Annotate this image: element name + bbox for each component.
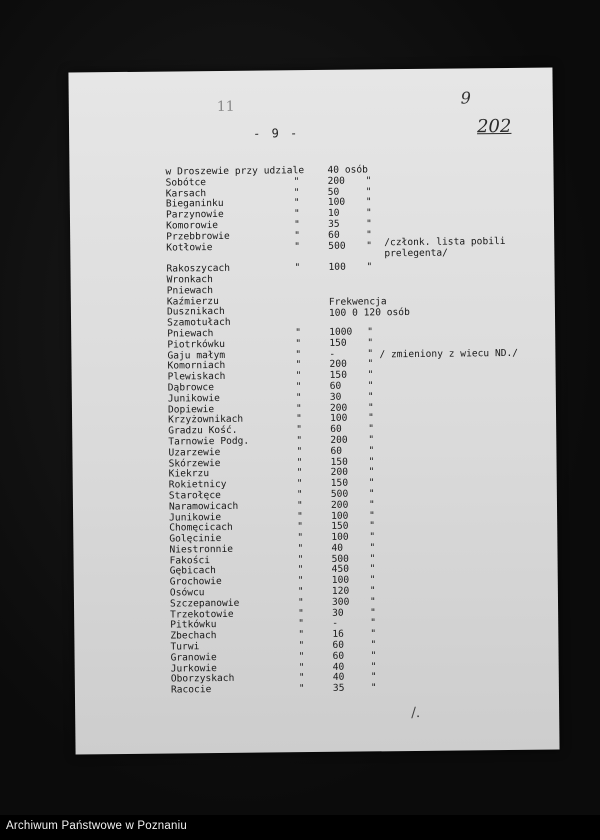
ditto-mark: " — [295, 348, 302, 360]
ditto-mark-2: " — [366, 229, 372, 241]
ditto-mark-2: " — [370, 650, 377, 662]
place-name: Plewiskach — [167, 371, 226, 383]
attendance-value: 500 — [330, 488, 349, 500]
attendance-value: 40 — [332, 661, 345, 673]
place-name: Komorniach — [167, 360, 226, 372]
attendance-value: 450 — [331, 564, 350, 576]
note-zmieniony: / zmieniony z wiecu ND./ — [379, 347, 519, 361]
attendance-value: 150 — [329, 337, 347, 349]
ditto-mark: " — [298, 650, 305, 663]
place-name: Przebbrowie — [166, 230, 230, 243]
ditto-mark: " — [293, 208, 300, 220]
ditto-mark: " — [296, 424, 303, 436]
attendance-value: 100 — [330, 412, 348, 425]
place-name: Piotrkówku — [167, 338, 226, 351]
ditto-mark-2: " — [365, 175, 372, 187]
place-name: Gębicach — [169, 565, 216, 578]
ditto-mark-2: " — [370, 607, 376, 619]
place-name: Karsach — [165, 187, 207, 200]
ditto-mark-2: " — [369, 520, 376, 532]
place-name: Kotłowie — [166, 241, 213, 254]
margin-mark: 11 — [216, 98, 235, 116]
ditto-mark: " — [294, 229, 300, 241]
place-name: Jurkowie — [170, 662, 217, 675]
attendance-value: 200 — [330, 499, 349, 511]
ditto-mark-2: " — [365, 207, 372, 219]
place-name: Naramowicach — [168, 500, 239, 513]
place-name: Zbechach — [170, 630, 217, 642]
ditto-mark: " — [297, 510, 303, 522]
ditto-mark: " — [298, 618, 305, 630]
ditto-mark-2: " — [370, 671, 377, 683]
attendance-value: 150 — [330, 477, 349, 489]
attendance-value: 200 — [329, 402, 348, 414]
ditto-mark-2: " — [367, 347, 374, 359]
ditto-mark-2: " — [367, 337, 374, 349]
ditto-mark: " — [294, 240, 301, 252]
ditto-mark-2: " — [368, 434, 375, 446]
ditto-mark: " — [297, 521, 304, 533]
frekwencja-block — [329, 297, 410, 319]
attendance-value: 60 — [332, 639, 345, 651]
ditto-mark-2: " — [368, 466, 375, 478]
ditto-mark: " — [295, 370, 302, 382]
ditto-mark-2: " — [369, 531, 376, 543]
attendance-value: 100 — [331, 531, 349, 543]
ditto-mark-2: " — [365, 196, 372, 208]
attendance-value: 40 — [332, 672, 345, 684]
attendance-value: 150 — [331, 520, 349, 533]
ditto-mark: " — [296, 489, 303, 501]
ditto-mark: " — [295, 327, 302, 339]
ditto-mark-2: " — [368, 499, 375, 511]
place-name: Wronkach — [166, 274, 213, 286]
place-name: Pniewach — [166, 284, 214, 297]
ditto-mark: " — [295, 391, 302, 403]
place-name: Parzynowie — [165, 209, 224, 221]
frekwencja-label: Frekwencja — [328, 296, 387, 308]
place-name: Sobótce — [165, 176, 207, 189]
archive-footer — [0, 815, 600, 840]
place-name: Dusznikach — [166, 306, 225, 318]
place-name: Junikowie — [169, 511, 222, 524]
note-czlonkowie-text: /członk. lista pobili prelegenta/ — [384, 235, 506, 260]
ditto-mark-2: " — [367, 358, 374, 370]
ditto-mark: " — [293, 197, 300, 209]
ditto-mark: " — [293, 186, 300, 198]
place-name: Golęcinie — [169, 533, 222, 545]
ditto-mark-2: " — [367, 401, 374, 413]
ditto-mark: " — [295, 381, 302, 393]
ditto-mark-2: " — [368, 488, 375, 500]
place-name: Grochowie — [169, 576, 222, 588]
ditto-mark-2: " — [369, 553, 376, 565]
place-name: Gradzu Kość. — [168, 424, 238, 437]
ditto-mark: " — [293, 175, 300, 187]
frekwencja-value: 100 0 120 osób — [328, 306, 410, 319]
ditto-mark-2: " — [368, 412, 374, 424]
place-name: Trzekotowie — [170, 608, 234, 621]
attendance-value: 200 — [330, 466, 349, 479]
ditto-mark-2: " — [367, 369, 374, 381]
note-czlonkowie — [384, 236, 506, 259]
attendance-value: 60 — [329, 380, 342, 392]
ditto-mark-2: " — [369, 509, 375, 521]
attendance-value: 120 — [331, 585, 350, 597]
attendance-value: 60 — [332, 650, 345, 662]
ditto-mark-2: " — [368, 477, 375, 489]
ditto-mark: " — [296, 413, 302, 425]
ditto-mark-2: " — [369, 542, 376, 554]
attendance-value: 200 — [329, 358, 347, 371]
ditto-mark-2: " — [370, 682, 377, 694]
attendance-value: 60 — [328, 229, 340, 241]
attendance-value: 150 — [329, 369, 348, 381]
place-name: Pniewach — [167, 328, 214, 340]
place-name: Fakości — [169, 554, 211, 567]
attendance-value: 100 — [327, 197, 346, 209]
ditto-mark: " — [295, 402, 302, 414]
place-name: Kiekrzu — [168, 468, 210, 480]
ditto-mark-2: " — [370, 628, 377, 640]
ditto-mark-2: " — [368, 423, 375, 435]
ditto-mark: " — [297, 596, 304, 609]
ditto-mark-2: " — [369, 563, 376, 575]
attendance-value: 30 — [332, 607, 344, 619]
place-name: Bieganinku — [165, 198, 224, 210]
ditto-mark: " — [298, 683, 305, 695]
attendance-value: 35 — [327, 218, 340, 230]
ditto-mark: " — [297, 564, 304, 576]
place-name: Krzyżownikach — [168, 414, 244, 426]
ditto-mark-2: " — [366, 239, 373, 252]
attendance-value: 100 — [331, 574, 350, 587]
place-name: Dopiewie — [167, 403, 215, 416]
place-name: Rakoszycach — [166, 263, 231, 275]
pencil-mark: /. — [411, 704, 421, 721]
ditto-mark-2: " — [369, 596, 376, 608]
attendance-value: 1000 — [329, 326, 353, 338]
ditto-mark: " — [297, 543, 304, 555]
ditto-mark-2: " — [370, 639, 377, 651]
ditto-mark: " — [297, 575, 304, 587]
place-name: Gaju małym — [167, 349, 226, 362]
ditto-mark: " — [298, 661, 305, 673]
ditto-mark-2: " — [369, 585, 376, 597]
ditto-mark: " — [298, 629, 305, 641]
ditto-mark-2: " — [366, 261, 373, 273]
ditto-mark-2: " — [367, 391, 374, 403]
place-name: Oborzyskach — [170, 673, 235, 685]
ditto-mark: " — [297, 553, 304, 565]
place-name: Komorowie — [165, 219, 219, 232]
place-name: Rokietnicy — [168, 479, 227, 491]
attendance-value: 50 — [327, 186, 340, 198]
attendance-value: 300 — [331, 596, 350, 608]
attendance-value: 200 — [330, 434, 348, 446]
place-name: Turwi — [170, 641, 200, 653]
attendance-value: 40 osób — [327, 164, 368, 176]
ditto-mark: " — [296, 467, 303, 479]
place-name: Starołęce — [168, 489, 221, 502]
place-name: w Droszewie przy udziale — [165, 165, 305, 178]
attendance-value: - — [332, 618, 339, 630]
place-name: Kaźmierzu — [166, 295, 219, 308]
attendance-value: 100 — [331, 510, 349, 522]
place-name: Uzarzewie — [168, 446, 221, 459]
attendance-value: 16 — [332, 628, 344, 641]
ditto-mark: " — [297, 532, 304, 544]
place-name: Osówcu — [169, 587, 205, 599]
place-name: Granowie — [170, 651, 217, 664]
archive-label: Archiwum Państwowe w Poznaniu — [6, 820, 187, 832]
document-page — [68, 67, 559, 754]
attendance-value: 200 — [327, 175, 345, 187]
ditto-mark: " — [298, 607, 304, 619]
place-name: Szczepanowie — [169, 597, 240, 610]
place-name: Szamotułach — [167, 317, 231, 329]
ditto-mark-2: " — [370, 661, 377, 673]
attendance-value: 60 — [330, 423, 342, 435]
attendance-value: 35 — [332, 682, 345, 695]
place-name: Niestronnie — [169, 543, 234, 556]
attendance-value: 10 — [327, 207, 340, 220]
attendance-value: 40 — [331, 542, 344, 554]
ditto-mark: " — [296, 445, 303, 457]
ditto-mark: " — [293, 219, 300, 231]
place-name: Racocie — [170, 684, 212, 696]
typed-page-number: - 9 - — [253, 126, 300, 141]
place-name: Tarnowie Podg. — [168, 435, 250, 448]
ditto-mark: " — [297, 586, 304, 598]
attendance-value: 150 — [330, 456, 348, 468]
attendance-value: 500 — [331, 553, 349, 565]
ditto-mark-2: " — [367, 326, 374, 338]
place-name: Skórzewie — [168, 457, 221, 470]
ditto-mark: " — [295, 337, 302, 349]
attendance-value: 30 — [329, 391, 342, 403]
place-name: Pitkówku — [170, 619, 217, 631]
ditto-mark: " — [298, 672, 305, 684]
ditto-mark: " — [296, 478, 303, 490]
handwritten-folio-number: 202 — [476, 115, 512, 138]
ditto-mark-2: " — [365, 185, 372, 198]
ditto-mark: " — [295, 359, 302, 371]
place-name: Chomęcicach — [169, 522, 233, 534]
ditto-mark-2: " — [368, 455, 375, 467]
place-name: Dąbrowce — [167, 381, 215, 394]
handwritten-page-number: 9 — [460, 88, 472, 108]
attendance-value: 500 — [328, 240, 346, 252]
ditto-mark-2: " — [365, 218, 372, 230]
attendance-value: - — [329, 348, 336, 360]
ditto-mark-2: " — [368, 445, 375, 457]
ditto-mark-2: " — [370, 617, 377, 629]
place-name: Junikowie — [167, 392, 220, 405]
ditto-mark-2: " — [369, 574, 376, 586]
attendance-value: 60 — [330, 445, 343, 457]
ditto-mark: " — [294, 262, 301, 274]
ditto-mark: " — [296, 456, 303, 468]
ditto-mark-2: " — [367, 380, 374, 392]
ditto-mark: " — [296, 499, 303, 511]
attendance-value: 100 — [328, 261, 346, 274]
ditto-mark: " — [296, 435, 303, 447]
ditto-mark: " — [298, 640, 305, 652]
